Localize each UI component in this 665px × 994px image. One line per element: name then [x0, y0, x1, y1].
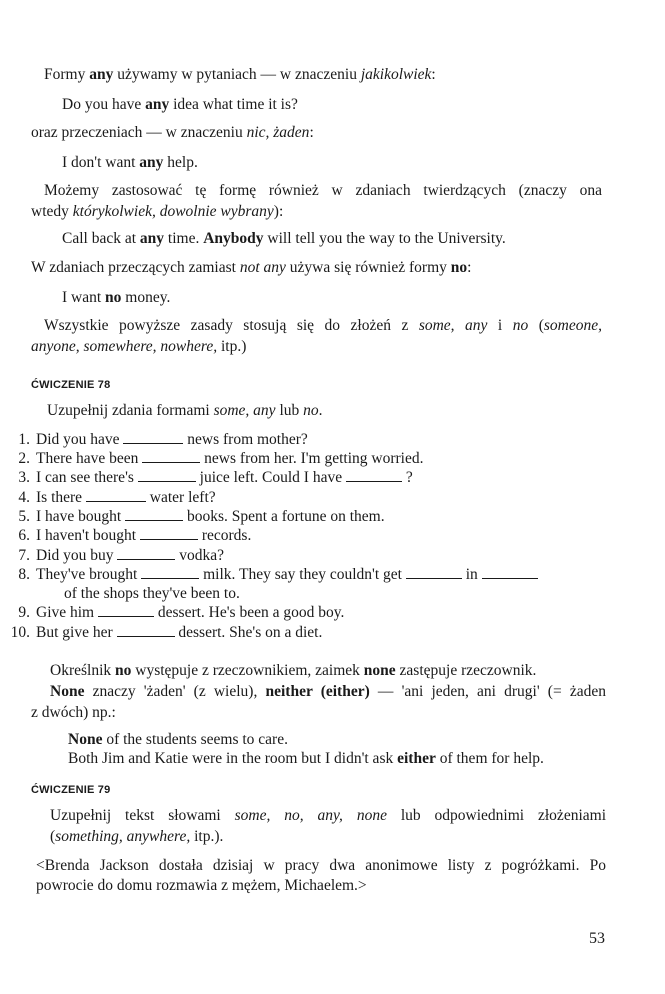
- exercise-item: 10. But give her dessert. She's on a diet.: [10, 624, 323, 641]
- answer-blank[interactable]: [346, 469, 402, 482]
- exercise-79-text-cont: powrocie do domu rozmawia z mężem, Michaelem.>: [36, 877, 367, 894]
- exercise-item-continuation: of the shops they've been to.: [64, 585, 240, 602]
- rule-no: W zdaniach przeczących zamiast not any używa się również formy no:: [31, 259, 472, 276]
- exercise-item: 2. There have been news from her. I'm getting worried.: [18, 450, 424, 467]
- exercise-item: 9. Give him dessert. He's been a good boy.: [18, 604, 345, 621]
- example-sentence: Both Jim and Katie were in the room but I didn't ask either of them for help.: [68, 750, 544, 767]
- answer-blank[interactable]: [140, 527, 198, 540]
- rule-any-affirmative-cont: wtedy którykolwiek, dowolnie wybrany):: [31, 203, 284, 220]
- rule-none: Określnik no występuje z rzeczownikiem, zaimek none zastępuje rzeczownik.: [50, 662, 537, 679]
- rule-any-affirmative: Możemy zastosować tę formę również w zdaniach twierdzących (znaczy ona: [44, 182, 602, 199]
- example-sentence: Call back at any time. Anybody will tell you the way to the University.: [62, 230, 506, 247]
- exercise-79-instruction-cont: (something, anywhere, itp.).: [50, 828, 224, 845]
- exercise-item: 3. I can see there's juice left. Could I have ?: [18, 469, 413, 486]
- answer-blank[interactable]: [117, 624, 175, 637]
- exercise-78-instruction: Uzupełnij zdania formami some, any lub no.: [47, 402, 323, 419]
- exercise-item: 1. Did you have news from mother?: [18, 431, 308, 448]
- page-number: 53: [589, 930, 605, 947]
- answer-blank[interactable]: [125, 508, 183, 521]
- rule-neither-cont: z dwóch) np.:: [31, 704, 116, 721]
- exercise-78-heading: ĆWICZENIE 78: [31, 379, 111, 391]
- rule-any-negations: oraz przeczeniach — w znaczeniu nic, żaden:: [31, 124, 314, 141]
- rule-compounds: Wszystkie powyższe zasady stosują się do złożeń z some, any i no (someone,: [44, 317, 602, 334]
- exercise-item: 6. I haven't bought records.: [18, 527, 252, 544]
- answer-blank[interactable]: [123, 431, 183, 444]
- example-sentence: Do you have any idea what time it is?: [62, 96, 298, 113]
- answer-blank[interactable]: [406, 566, 462, 579]
- rule-neither: None znaczy 'żaden' (z wielu), neither (either) — 'ani jeden, ani drugi' (= żaden: [50, 683, 606, 700]
- rule-any-questions: Formy any używamy w pytaniach — w znaczeniu jakikolwiek:: [44, 66, 436, 83]
- exercise-item: 5. I have bought books. Spent a fortune on them.: [18, 508, 385, 525]
- answer-blank[interactable]: [86, 489, 146, 502]
- example-sentence: I don't want any help.: [62, 154, 198, 171]
- answer-blank[interactable]: [138, 469, 196, 482]
- exercise-item: 7. Did you buy vodka?: [18, 547, 225, 564]
- answer-blank[interactable]: [142, 450, 200, 463]
- exercise-item: 8. They've brought milk. They say they couldn't get in: [8, 566, 538, 584]
- rule-compounds-cont: anyone, somewhere, nowhere, itp.): [31, 338, 247, 355]
- example-sentence: I want no money.: [62, 289, 171, 306]
- answer-blank[interactable]: [98, 604, 154, 617]
- exercise-79-heading: ĆWICZENIE 79: [31, 784, 111, 796]
- example-sentence: None of the students seems to care.: [68, 731, 288, 748]
- exercise-79-instruction: Uzupełnij tekst słowami some, no, any, none lub odpowiednimi złożeniami: [50, 807, 606, 824]
- answer-blank[interactable]: [141, 566, 199, 579]
- answer-blank[interactable]: [482, 566, 538, 579]
- answer-blank[interactable]: [117, 547, 175, 560]
- exercise-item: 4. Is there water left?: [18, 489, 216, 506]
- exercise-79-text: <Brenda Jackson dostała dzisiaj w pracy dwa anonimowe listy z pogróżkami. Po: [36, 857, 606, 874]
